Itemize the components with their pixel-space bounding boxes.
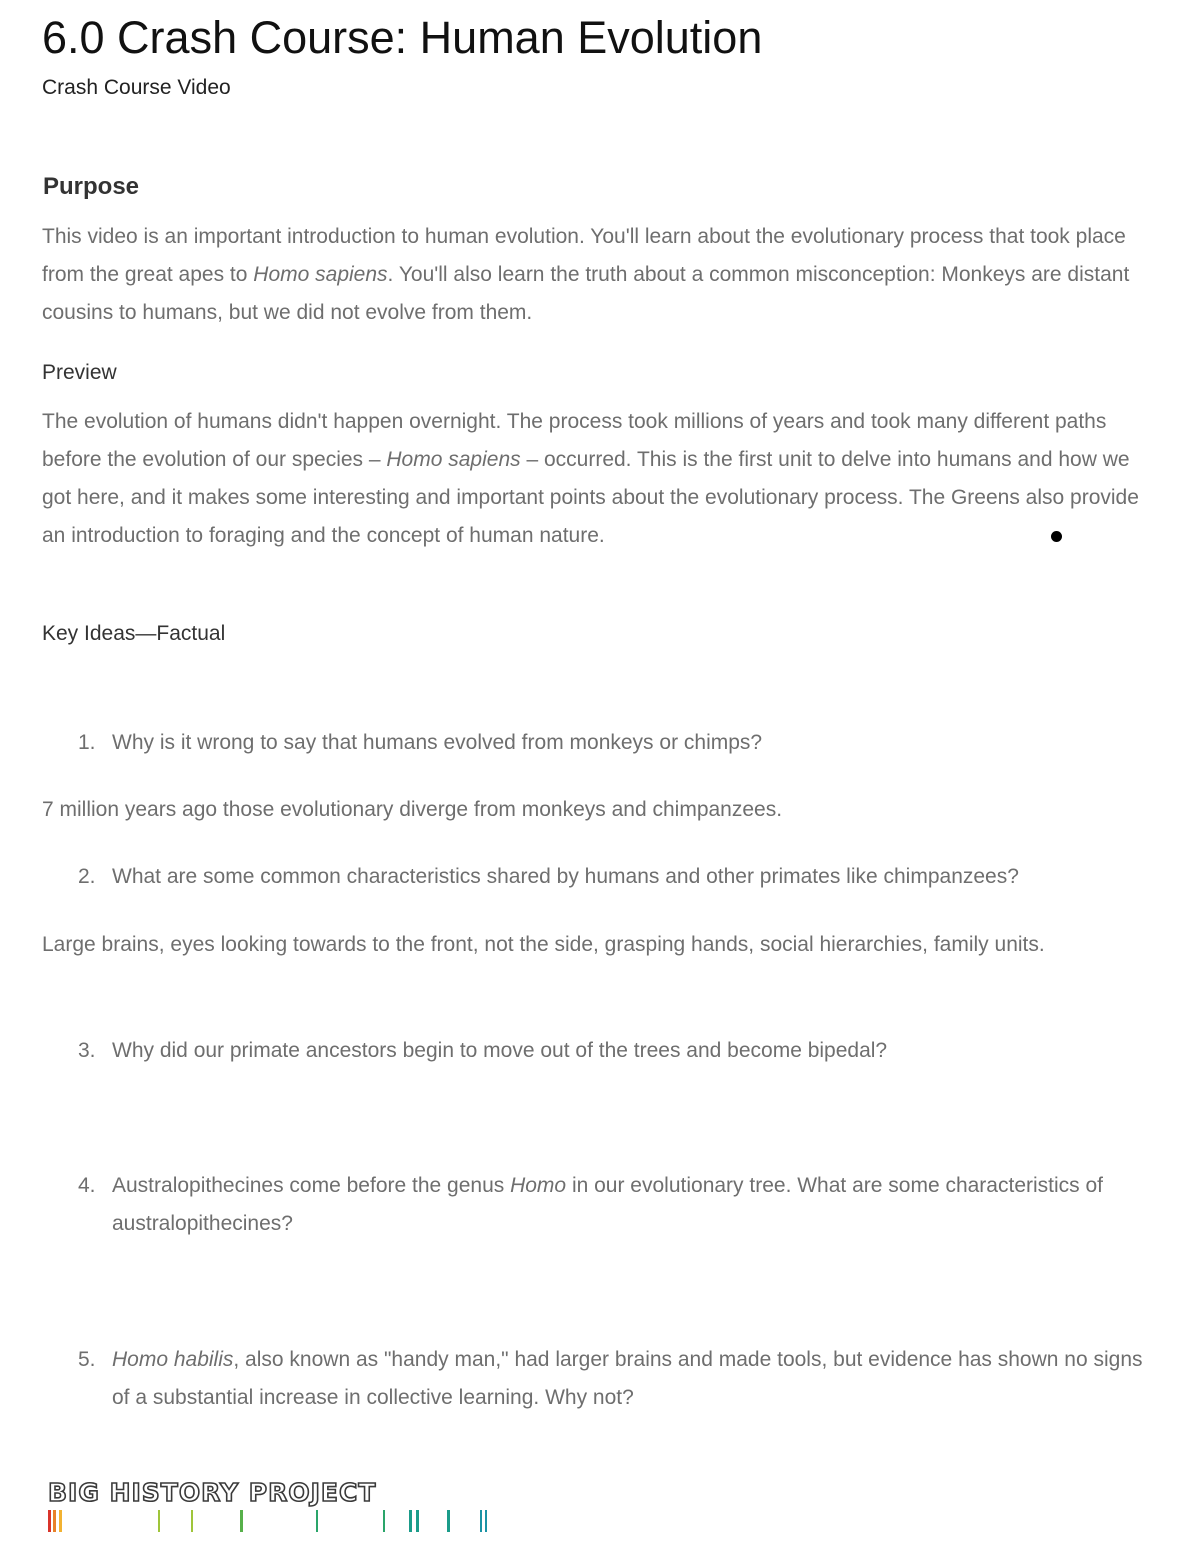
logo-bar	[383, 1510, 385, 1532]
question-3	[78, 1032, 1162, 1070]
logo-bar	[191, 1510, 193, 1532]
question-text: Why did our primate ancestors begin to move out of the trees and become bipedal?	[112, 1039, 888, 1062]
question-1	[78, 724, 1162, 762]
logo-bar	[240, 1510, 243, 1532]
question-4	[78, 1167, 1162, 1243]
question-number: 4.	[78, 1174, 96, 1197]
question-text: Why is it wrong to say that humans evolved from monkeys or chimps?	[112, 731, 763, 754]
question-number: 5.	[78, 1348, 96, 1371]
logo-bar	[480, 1510, 482, 1532]
logo-text: BIG HISTORY PROJECT	[48, 1478, 377, 1507]
preview-text-part-2: – occurred. This is the first unit to delve into humans and how we got here, and it makes some interesting and important points about the evolutionary process. The Greens also provide an introduction to foraging and the concept of human nature.	[42, 448, 1139, 547]
key-ideas-heading: Key Ideas—Factual	[42, 622, 226, 645]
question-2	[78, 858, 1162, 896]
purpose-text-part-1: This video is an important introduction to human evolution. You'll learn about the evolutionary process that took place from the great apes to	[42, 225, 1126, 286]
page-subtitle: Crash Course Video	[42, 76, 231, 99]
question-text-italic: Homo habilis	[112, 1348, 234, 1371]
purpose-heading: Purpose	[43, 173, 140, 200]
question-text-part-2: in our evolutionary tree. What are some characteristics of australopithecines?	[112, 1174, 1104, 1235]
purpose-text-part-2: . You'll also learn the truth about a common misconception: Monkeys are distant cousins to humans, but we did not evolve from them.	[42, 263, 1130, 324]
page-title: 6.0 Crash Course: Human Evolution	[42, 12, 763, 63]
question-text-part-2: , also known as "handy man," had larger brains and made tools, but evidence has shown no signs of a substantial increase in collective learning. Why not?	[112, 1348, 1143, 1409]
question-text-part-1: Australopithecines come before the genus	[112, 1174, 511, 1197]
question-number: 1.	[78, 731, 96, 754]
preview-paragraph	[42, 403, 1162, 555]
logo-bar	[158, 1510, 160, 1532]
question-text	[112, 1341, 1162, 1417]
question-number: 2.	[78, 865, 96, 888]
big-history-project-logo	[48, 1478, 508, 1538]
logo-bar	[48, 1510, 51, 1532]
question-number: 3.	[78, 1039, 96, 1062]
preview-text-part-1: The evolution of humans didn't happen overnight. The process took millions of years and took many different paths before the evolution of our species –	[42, 410, 1107, 471]
logo-bar	[416, 1510, 419, 1532]
purpose-text-italic: Homo sapiens	[253, 263, 388, 286]
logo-bar	[59, 1510, 62, 1532]
answer-2: Large brains, eyes looking towards to the front, not the side, grasping hands, social hierarchies, family units.	[42, 933, 1045, 956]
question-text	[112, 1167, 1162, 1243]
answer-1: 7 million years ago those evolutionary diverge from monkeys and chimpanzees.	[42, 798, 783, 821]
logo-bar	[316, 1510, 318, 1532]
cursor-dot	[1051, 531, 1062, 542]
logo-bar	[53, 1510, 56, 1532]
logo-bar	[409, 1510, 412, 1532]
question-5	[78, 1341, 1162, 1417]
preview-heading: Preview	[42, 361, 117, 384]
question-text-italic: Homo	[510, 1174, 567, 1197]
purpose-paragraph	[42, 218, 1162, 332]
logo-color-bars-icon	[48, 1510, 508, 1534]
question-text: What are some common characteristics shared by humans and other primates like chimpanzees?	[112, 865, 1019, 888]
logo-bar	[447, 1510, 450, 1532]
preview-text-italic: Homo sapiens	[386, 448, 521, 471]
logo-bar	[485, 1510, 487, 1532]
